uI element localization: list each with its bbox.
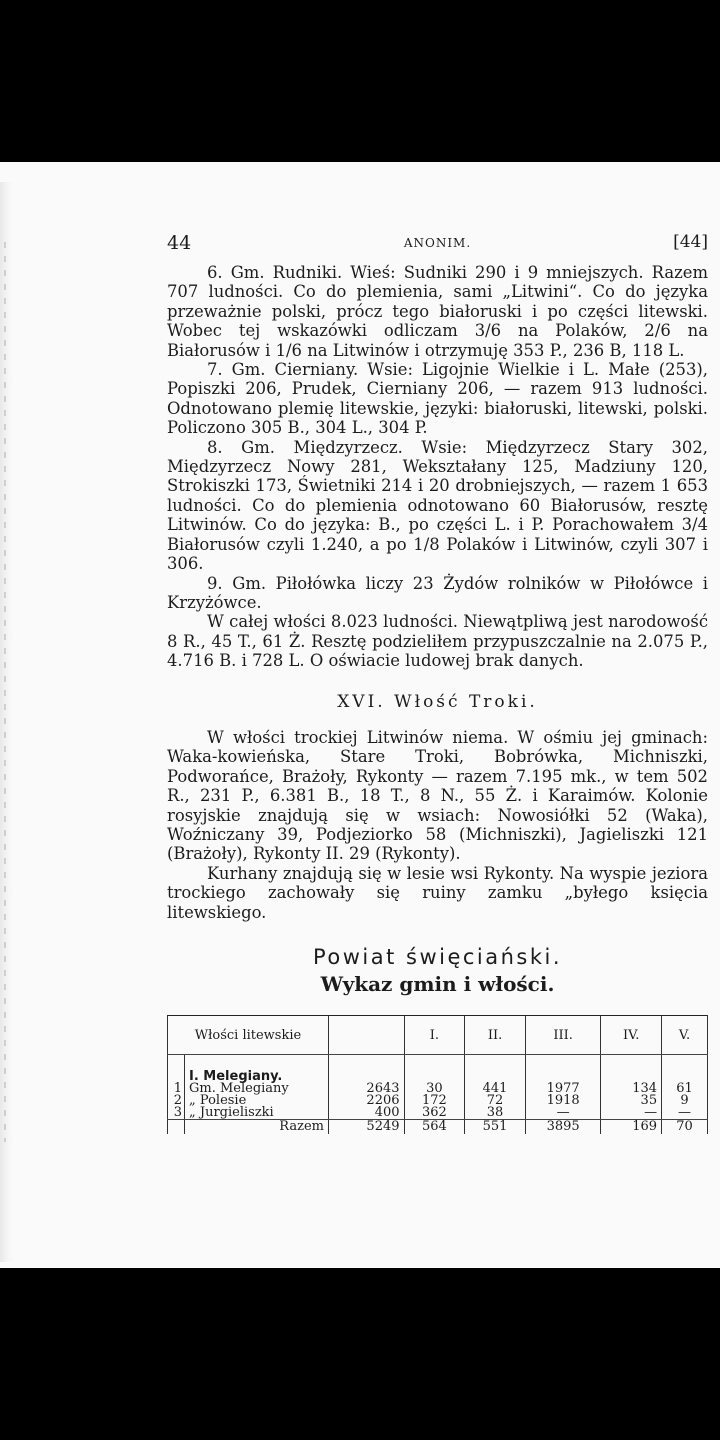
page-binding-edge [0, 182, 14, 1262]
row-col-2: 38 [465, 1107, 526, 1120]
summary-total: 5249 [329, 1120, 405, 1135]
row-col-4: 134 [601, 1083, 662, 1095]
wykaz-title: Wykaz gmin i włości. [320, 972, 555, 997]
row-number: 3 [168, 1107, 185, 1120]
paragraph-wlosc-summary: W całej włości 8.023 ludności. Niewątpliwą jest narodowość 8 R., 45 T., 61 Ż. Resztę podzieliłem przypuszczalnie na 2.075 P., 4.716 B. i 728 L. O oświacie ludowej brak danych. [167, 612, 708, 671]
row-col-4: 35 [601, 1095, 662, 1107]
powiat-title: Powiat święciański. [312, 945, 563, 969]
row-col-5: 9 [662, 1095, 708, 1107]
row-col-2: 72 [465, 1095, 526, 1107]
running-header [167, 232, 708, 256]
row-col-5: 61 [662, 1083, 708, 1095]
header-col-2: II. [465, 1016, 526, 1055]
row-col-1: 30 [404, 1083, 465, 1095]
header-wlosci: Włości litewskie [168, 1016, 329, 1055]
page-number: 44 [167, 232, 192, 254]
row-total: 2206 [329, 1095, 405, 1107]
header-col-5: V. [662, 1016, 708, 1055]
row-col-4: — [601, 1107, 662, 1120]
paragraph-kurhany: Kurhany znajdują się w lesie wsi Rykonty. Na wyspie jeziora trockiego zachowały się ruiny zamku „byłego księcia litewskiego. [167, 863, 708, 922]
summary-col-1: 564 [404, 1120, 465, 1135]
summary-col-2: 551 [465, 1120, 526, 1135]
header-col-3: III. [525, 1016, 601, 1055]
paragraph-wlosc-troki: W włości trockiej Litwinów niema. W ośmiu jej gminach: Waka-kowieńska, Stare Troki, Bobrówka, Michniszki, Podworańce, Brażoły, Rykonty — razem 7.195 mk., w tem 502 R., 231 P., 6.381 B., 18 T., 8 N., 55 Ż. i Karaimów. Kolonie rosyjskie znajdują się w wsiach: Nowosiółki 52 (Waka), Woźniczany 39, Podjeziorko 58 (Michniszki), Jagieliszki 121 (Brażoły), Rykonty II. 29 (Rykonty). [167, 727, 708, 864]
group-name: I. Melegiany. [185, 1055, 329, 1084]
header-col-4: IV. [601, 1016, 662, 1055]
row-col-2: 441 [465, 1083, 526, 1095]
paragraph-gm-pilolowka: 9. Gm. Piłołówka liczy 23 Żydów rolników w Piłołówce i Krzyżówce. [167, 573, 708, 612]
body-text [167, 263, 708, 995]
summary-col-5: 70 [662, 1120, 708, 1135]
row-number: 2 [168, 1095, 185, 1107]
row-name: „ Jurgieliszki [185, 1107, 329, 1120]
header-col-1: I. [404, 1016, 465, 1055]
paragraph-gm-cierniany: 7. Gm. Cierniany. Wsie: Ligojnie Wielkie i L. Małe (253), Popiszki 206, Prudek, Cierniany 206, — razem 913 ludności. Odnotowano plemię litewskie, języki: białoruski, litewski, polski. Policzono 305 B., 304 L., 304 P. [167, 360, 708, 438]
table-header-row [168, 1016, 708, 1055]
table-group-row [168, 1055, 708, 1084]
scanned-page [0, 162, 720, 1268]
paragraph-gm-miedzyrzecz: 8. Gm. Międzyrzecz. Wsie: Międzyrzecz Stary 302, Międzyrzecz Nowy 281, Wekształany 125, Madziuny 120, Strokiszki 173, Świetniki 214 i 20 drobniejszych, — razem 1 653 ludności. Co do plemienia odnotowano 60 Białorusów, resztę Litwinów. Co do języka: B., po części L. i P. Porachowałem 3/4 Białorusów czyli 1.240, a po 1/8 Polaków i Litwinów, czyli 307 i 306. [167, 437, 708, 574]
row-number: 1 [168, 1083, 185, 1095]
row-name: Gm. Melegiany [185, 1083, 329, 1095]
table-row [168, 1107, 708, 1120]
row-col-5: — [662, 1107, 708, 1120]
paragraph-gm-rudniki: 6. Gm. Rudniki. Wieś: Sudniki 290 i 9 mniejszych. Razem 707 ludności. Co do plemienia, sami „Litwini“. Co do języka przeważnie polski, prócz tego białoruski i po części litewski. Wobec tej wskazówki odliczam 3/6 na Polaków, 2/6 na Białorusów i 1/6 na Litwinów i otrzymuję 353 P., 236 B, 118 L. [167, 263, 708, 360]
row-total: 400 [329, 1107, 405, 1120]
summary-label: Razem [185, 1120, 329, 1135]
row-col-3: 1918 [525, 1095, 601, 1107]
summary-col-4: 169 [601, 1120, 662, 1135]
row-col-1: 172 [404, 1095, 465, 1107]
row-col-3: 1977 [525, 1083, 601, 1095]
running-title: ANONIM. [403, 236, 472, 250]
row-col-3: — [525, 1107, 601, 1120]
row-total: 2643 [329, 1083, 405, 1095]
header-total [329, 1016, 405, 1055]
page-bracket-number: [44] [673, 232, 708, 252]
summary-col-3: 3895 [525, 1120, 601, 1135]
wykaz-table [167, 1015, 708, 1134]
section-title: XVI. Włość Troki. [337, 691, 538, 712]
table-summary-row [168, 1120, 708, 1135]
row-col-1: 362 [404, 1107, 465, 1120]
row-name: „ Polesie [185, 1095, 329, 1107]
